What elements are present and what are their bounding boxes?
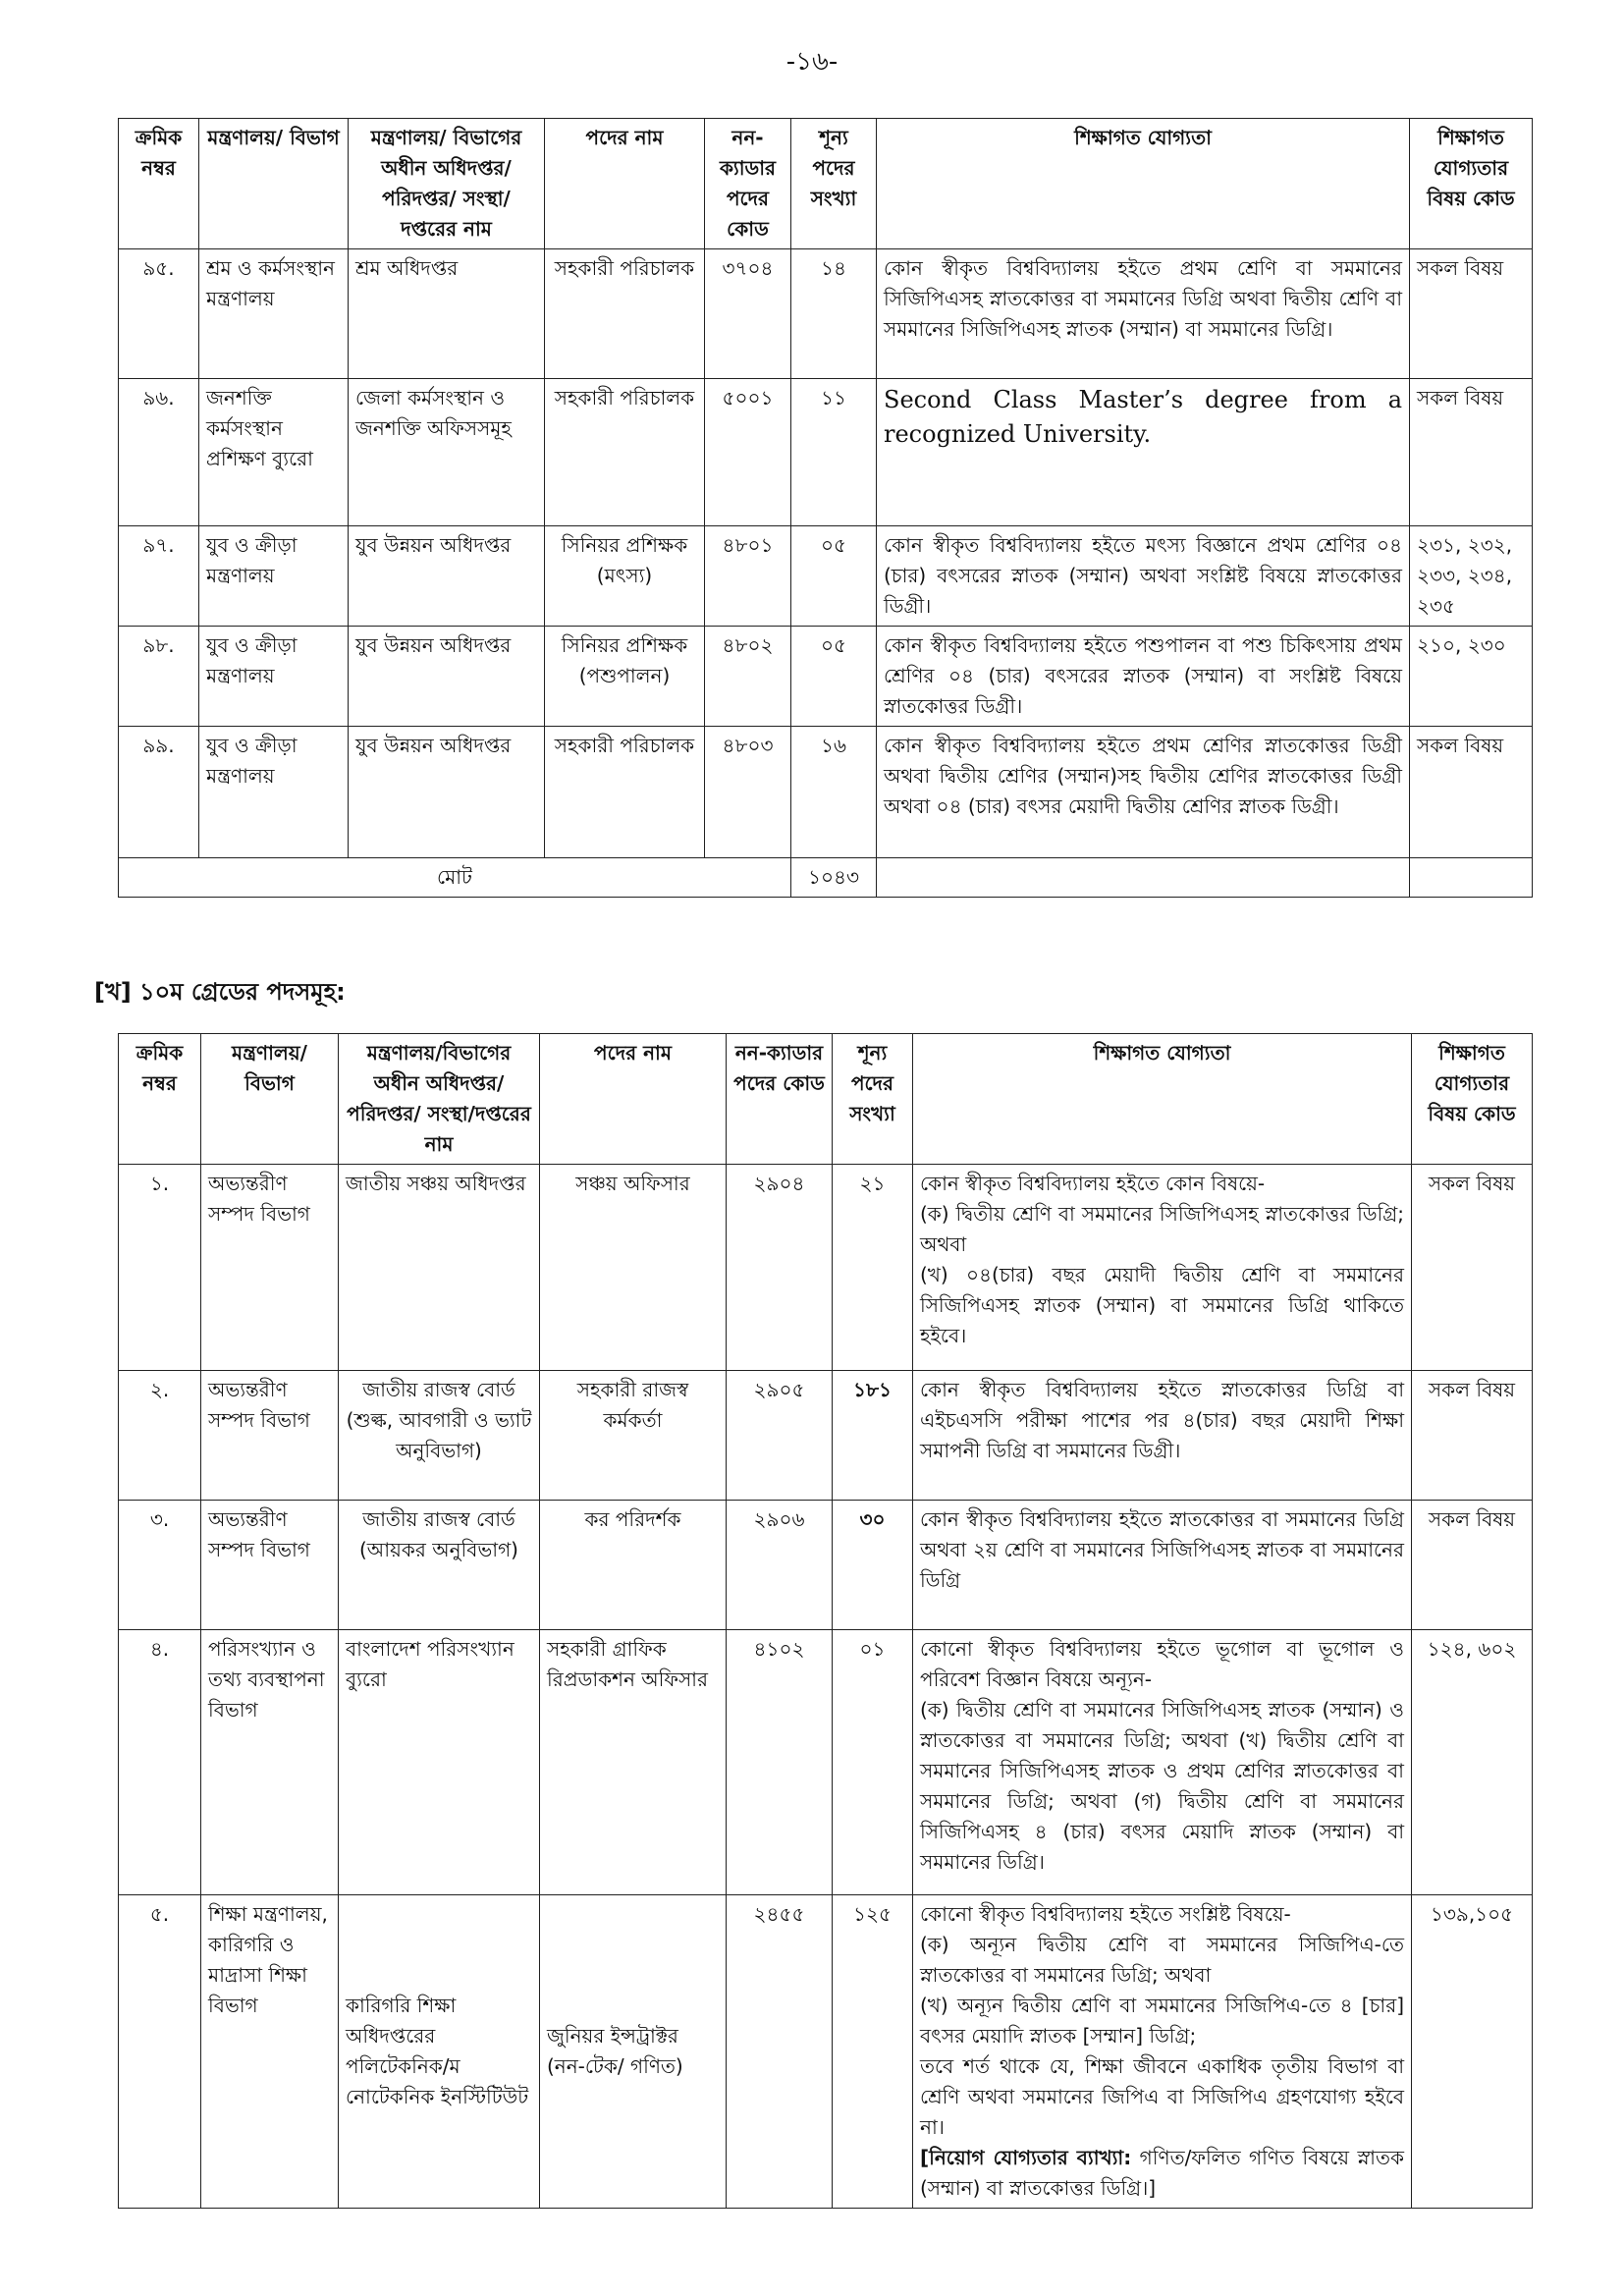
code-cell: ২৯০৪ [727,1165,833,1371]
serial-cell: ৯৮. [119,627,199,727]
post-cell: কর পরিদর্শক [540,1501,727,1630]
posts-table-10th-grade [118,1033,1533,2209]
serial-cell: ৯৫. [119,249,199,379]
vacancy-cell: ১৬ [791,727,877,858]
code-cell: ৪৮০২ [705,627,791,727]
serial-cell: ৯৯. [119,727,199,858]
department-cell: যুব উন্নয়ন অধিদপ্তর [349,727,545,858]
table-header [119,119,1533,249]
header-subject-code: শিক্ষাগত যোগ্যতার বিষয় কোড [1412,1034,1533,1165]
ministry-cell: যুব ও ক্রীড়া মন্ত্রণালয় [199,526,349,627]
serial-cell: ৩. [119,1501,201,1630]
code-cell: ২৪৫৫ [727,1895,833,2209]
serial-cell: ১. [119,1165,201,1371]
table-row [119,1371,1533,1501]
vacancy-cell: ০৫ [791,627,877,727]
table-row [119,1895,1533,2209]
total-label: মোট [119,858,791,898]
serial-cell: ৯৭. [119,526,199,627]
qualification-cell: কোন স্বীকৃত বিশ্ববিদ্যালয় হইতে পশুপালন বা পশু চিকিৎসায় প্রথম শ্রেণির ০৪ (চার) বৎসরের স্নাতক (সম্মান) বা সংশ্লিষ্ট বিষয়ে স্নাতকোত্তর ডিগ্রী। [877,627,1410,727]
department-cell: কারিগরি শিক্ষা অধিদপ্তরের পলিটেকনিক/ম নোটেকনিক ইনস্টিটিউট [339,1895,540,2209]
ministry-cell: শিক্ষা মন্ত্রণালয়, কারিগরি ও মাদ্রাসা শিক্ষা বিভাগ [201,1895,339,2209]
vacancy-cell: ১৮১ [833,1371,913,1501]
post-cell: সিনিয়র প্রশিক্ষক (পশুপালন) [545,627,705,727]
vacancy-cell: ০৫ [791,526,877,627]
serial-cell: ৪. [119,1630,201,1895]
header-department: মন্ত্রণালয়/ বিভাগের অধীন অধিদপ্তর/ পরিদপ্তর/ সংস্থা/ দপ্তরের নাম [349,119,545,249]
table-row [119,526,1533,627]
page-number: -১৬- [785,47,839,77]
department-cell: বাংলাদেশ পরিসংখ্যান ব্যুরো [339,1630,540,1895]
qualification-cell: Second Class Master’s degree from a recognized University. [877,379,1410,526]
department-cell: জাতীয় রাজস্ব বোর্ড (শুল্ক, আবগারী ও ভ্যাট অনুবিভাগ) [339,1371,540,1501]
ministry-cell: অভ্যন্তরীণ সম্পদ বিভাগ [201,1501,339,1630]
post-cell: সহকারী রাজস্ব কর্মকর্তা [540,1371,727,1501]
subject-code-cell: ১৩৯,১০৫ [1412,1895,1533,2209]
header-vacancy: শূন্য পদের সংখ্যা [791,119,877,249]
post-cell: জুনিয়র ইন্সট্রাক্টর (নন-টেক/ গণিত) [540,1895,727,2209]
header-subject-code: শিক্ষাগত যোগ্যতার বিষয় কোড [1410,119,1533,249]
total-empty-cell [1410,858,1533,898]
section-title: [খ] ১০ম গ্রেডের পদসমূহ: [94,978,346,1006]
header-qualification: শিক্ষাগত যোগ্যতা [913,1034,1412,1165]
qualification-cell [913,1895,1412,2209]
subject-code-cell: ২১০, ২৩০ [1410,627,1533,727]
qualification-cell: কোন স্বীকৃত বিশ্ববিদ্যালয় হইতে স্নাতকোত্তর ডিগ্রি বা এইচএসসি পরীক্ষা পাশের পর ৪(চার) বছর মেয়াদী শিক্ষা সমাপনী ডিগ্রি বা সমমানের ডিগ্রী। [913,1371,1412,1501]
table-header [119,1034,1533,1165]
header-qualification: শিক্ষাগত যোগ্যতা [877,119,1410,249]
post-cell: সহকারী গ্রাফিক রিপ্রডাকশন অফিসার [540,1630,727,1895]
qualification-cell: কোন স্বীকৃত বিশ্ববিদ্যালয় হইতে মৎস্য বিজ্ঞানে প্রথম শ্রেণির ০৪ (চার) বৎসরের স্নাতক (সম্মান) অথবা সংশ্লিষ্ট বিষয়ে স্নাতকোত্তর ডিগ্রী। [877,526,1410,627]
header-department: মন্ত্রণালয়/বিভাগের অধীন অধিদপ্তর/ পরিদপ্তর/ সংস্থা/দপ্তরের নাম [339,1034,540,1165]
ministry-cell: অভ্যন্তরীণ সম্পদ বিভাগ [201,1165,339,1371]
subject-code-cell: ২৩১, ২৩২, ২৩৩, ২৩৪, ২৩৫ [1410,526,1533,627]
posts-table-9th-grade [118,118,1533,898]
subject-code-cell: সকল বিষয় [1410,249,1533,379]
qualification-text: কোনো স্বীকৃত বিশ্ববিদ্যালয় হইতে সংশ্লিষ্ট বিষয়ে- (ক) অন্যূন দ্বিতীয় শ্রেণি বা সমমানের সিজিপিএ-তে স্নাতকোত্তর বা সমমানের ডিগ্রি; অথবা (খ) অন্যূন দ্বিতীয় শ্রেণি বা সমমানের সিজিপিএ-তে ৪ [চার] বৎসর মেয়াদি স্নাতক [সম্মান] ডিগ্রি; তবে শর্ত থাকে যে, শিক্ষা জীবনে একাধিক তৃতীয় বিভাগ বা শ্রেণি অথবা সমমানের জিপিএ বা সিজিপিএ গ্রহণযোগ্য হইবে না। [920,1902,1404,2139]
table-row [119,627,1533,727]
table-row [119,1165,1533,1371]
ministry-cell: পরিসংখ্যান ও তথ্য ব্যবস্থাপনা বিভাগ [201,1630,339,1895]
header-post: পদের নাম [540,1034,727,1165]
ministry-cell: জনশক্তি কর্মসংস্থান প্রশিক্ষণ ব্যুরো [199,379,349,526]
table-row [119,1501,1533,1630]
code-cell: ৪১০২ [727,1630,833,1895]
post-cell: সঞ্চয় অফিসার [540,1165,727,1371]
qualification-cell: কোনো স্বীকৃত বিশ্ববিদ্যালয় হইতে ভূগোল বা ভূগোল ও পরিবেশ বিজ্ঞান বিষয়ে অন্যূন- (ক) দ্বিতীয় শ্রেণি বা সমমানের সিজিপিএসহ স্নাতক (সম্মান) ও স্নাতকোত্তর বা সমমানের ডিগ্রি; অথবা (খ) দ্বিতীয় শ্রেণি বা সমমানের সিজিপিএসহ স্নাতক ও প্রথম শ্রেণির স্নাতকোত্তর বা সমমানের ডিগ্রি; অথবা (গ) দ্বিতীয় শ্রেণি বা সমমানের সিজিপিএসহ ৪ (চার) বৎসর মেয়াদি স্নাতক (সম্মান) বা সমমানের ডিগ্রি। [913,1630,1412,1895]
vacancy-cell: ০১ [833,1630,913,1895]
serial-cell: ২. [119,1371,201,1501]
code-cell: ৫০০১ [705,379,791,526]
subject-code-cell: সকল বিষয় [1412,1371,1533,1501]
header-code: নন-ক্যাডার পদের কোড [727,1034,833,1165]
post-cell: সিনিয়র প্রশিক্ষক (মৎস্য) [545,526,705,627]
note-text: গণিত/ফলিত গণিত বিষয়ে স্নাতক (সম্মান) বা স্নাতকোত্তর ডিগ্রি।] [920,2146,1404,2200]
ministry-cell: যুব ও ক্রীড়া মন্ত্রণালয় [199,727,349,858]
code-cell: ২৯০৬ [727,1501,833,1630]
subject-code-cell: সকল বিষয় [1410,379,1533,526]
header-serial: ক্রমিক নম্বর [119,119,199,249]
ministry-cell: অভ্যন্তরীণ সম্পদ বিভাগ [201,1371,339,1501]
total-empty-cell [877,858,1410,898]
post-cell: সহকারী পরিচালক [545,249,705,379]
vacancy-cell: ১৪ [791,249,877,379]
header-ministry: মন্ত্রণালয়/ বিভাগ [201,1034,339,1165]
code-cell: ৪৮০১ [705,526,791,627]
subject-code-cell: সকল বিষয় [1412,1165,1533,1371]
total-value: ১০৪৩ [791,858,877,898]
table-row [119,727,1533,858]
total-row [119,858,1533,898]
ministry-cell: শ্রম ও কর্মসংস্থান মন্ত্রণালয় [199,249,349,379]
qualification-cell: কোন স্বীকৃত বিশ্ববিদ্যালয় হইতে কোন বিষয়ে- (ক) দ্বিতীয় শ্রেণি বা সমমানের সিজিপিএসহ স্নাতকোত্তর ডিগ্রি; অথবা (খ) ০৪(চার) বছর মেয়াদী দ্বিতীয় শ্রেণি বা সমমানের সিজিপিএসহ স্নাতক (সম্মান) বা সমমানের ডিগ্রি থাকিতে হইবে। [913,1165,1412,1371]
serial-cell: ৫. [119,1895,201,2209]
post-cell: সহকারী পরিচালক [545,727,705,858]
department-cell: যুব উন্নয়ন অধিদপ্তর [349,627,545,727]
code-cell: ৩৭০৪ [705,249,791,379]
qualification-cell: কোন স্বীকৃত বিশ্ববিদ্যালয় হইতে প্রথম শ্রেণি বা সমমানের সিজিপিএসহ স্নাতকোত্তর বা সমমানের ডিগ্রি অথবা দ্বিতীয় শ্রেণি বা সমমানের সিজিপিএসহ স্নাতক (সম্মান) বা সমমানের ডিগ্রি। [877,249,1410,379]
code-cell: ৪৮০৩ [705,727,791,858]
subject-code-cell: ১২৪, ৬০২ [1412,1630,1533,1895]
vacancy-cell: ১১ [791,379,877,526]
subject-code-cell: সকল বিষয় [1410,727,1533,858]
table-row [119,1630,1533,1895]
header-vacancy: শূন্য পদের সংখ্যা [833,1034,913,1165]
department-cell: জাতীয় সঞ্চয় অধিদপ্তর [339,1165,540,1371]
header-code: নন-ক্যাডার পদের কোড [705,119,791,249]
subject-code-cell: সকল বিষয় [1412,1501,1533,1630]
vacancy-cell: ২১ [833,1165,913,1371]
code-cell: ২৯০৫ [727,1371,833,1501]
qualification-note [920,2143,1404,2204]
vacancy-cell: ১২৫ [833,1895,913,2209]
header-serial: ক্রমিক নম্বর [119,1034,201,1165]
department-cell: শ্রম অধিদপ্তর [349,249,545,379]
vacancy-cell: ৩০ [833,1501,913,1630]
department-cell: জেলা কর্মসংস্থান ও জনশক্তি অফিসসমূহ [349,379,545,526]
qualification-cell: কোন স্বীকৃত বিশ্ববিদ্যালয় হইতে স্নাতকোত্তর বা সমমানের ডিগ্রি অথবা ২য় শ্রেণি বা সমমানের সিজিপিএসহ স্নাতক বা সমমানের ডিগ্রি [913,1501,1412,1630]
ministry-cell: যুব ও ক্রীড়া মন্ত্রণালয় [199,627,349,727]
header-post: পদের নাম [545,119,705,249]
table-row [119,379,1533,526]
header-ministry: মন্ত্রণালয়/ বিভাগ [199,119,349,249]
table-row [119,249,1533,379]
post-cell: সহকারী পরিচালক [545,379,705,526]
note-label: [নিয়োগ যোগ্যতার ব্যাখ্যা: [920,2146,1132,2169]
department-cell: যুব উন্নয়ন অধিদপ্তর [349,526,545,627]
qualification-cell: কোন স্বীকৃত বিশ্ববিদ্যালয় হইতে প্রথম শ্রেণির স্নাতকোত্তর ডিগ্রী অথবা দ্বিতীয় শ্রেণির (সম্মান)সহ দ্বিতীয় শ্রেণির স্নাতকোত্তর ডিগ্রী অথবা ০৪ (চার) বৎসর মেয়াদী দ্বিতীয় শ্রেণির স্নাতক ডিগ্রী। [877,727,1410,858]
department-cell: জাতীয় রাজস্ব বোর্ড (আয়কর অনুবিভাগ) [339,1501,540,1630]
serial-cell: ৯৬. [119,379,199,526]
